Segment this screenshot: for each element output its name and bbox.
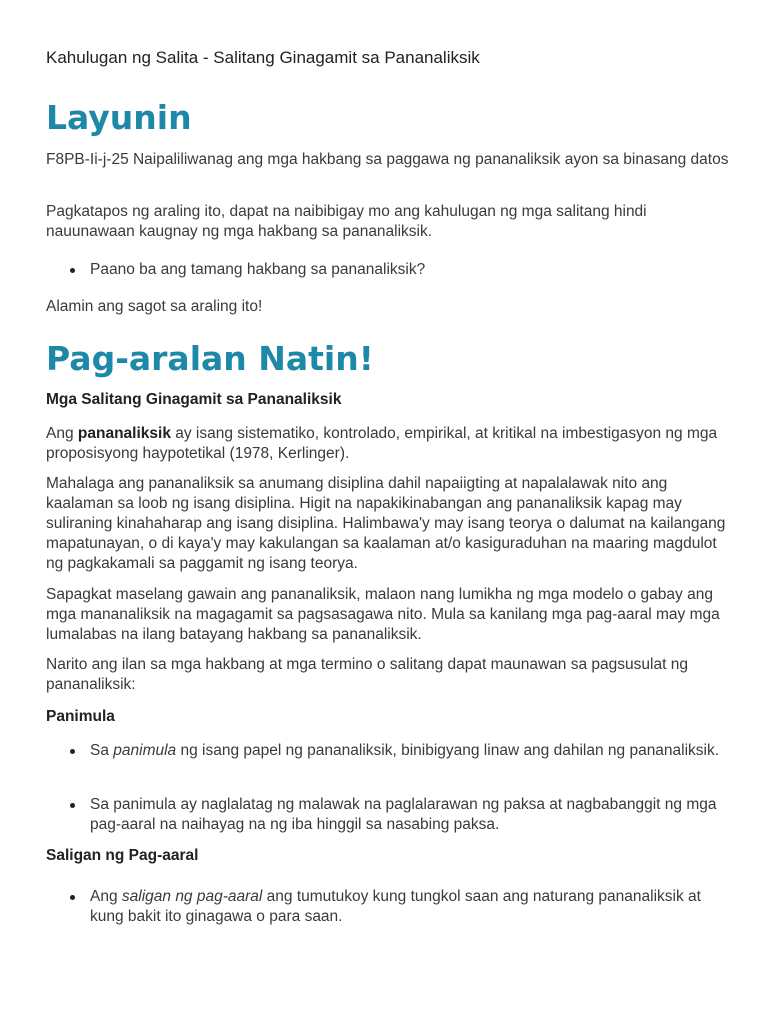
saligan-bullet-1-prefix: Ang	[90, 888, 122, 905]
subheading-panimula: Panimula	[46, 708, 115, 725]
intro-paragraph: Pagkatapos ng araling ito, dapat na naibibigay mo ang kahulugan ng mga salitang hindi nauunawaan kaugnay ng mga hakbang sa pananaliksik.	[46, 203, 647, 240]
heading-pag-aralan-natin: Pag-aralan Natin!	[46, 339, 374, 378]
models-paragraph: Sapagkat maselang gawain ang pananaliksik, malaon nang lumikha ng mga modelo o gabay ang mga mananaliksik na magagamit sa pagsasagawa nito. Mula sa kanilang mga pag-aaral may mga lumalabas na ilang batayang hakbang sa pananaliksik.	[46, 586, 720, 643]
panimula-bullet-1-term: panimula	[113, 742, 177, 759]
saligan-bullet-1-term: saligan ng pag-aaral	[121, 888, 263, 905]
panimula-bullet-1-prefix: Sa	[90, 742, 114, 759]
definition-term: pananaliksik	[77, 425, 171, 442]
panimula-bullet-2: Sa panimula ay naglalatag ng malawak na paglalarawan ng paksa at nagbabanggit ng mga pag-aaral na naihayag na ng iba hinggil sa nasabing paksa.	[90, 795, 738, 835]
heading-layunin: Layunin	[46, 98, 192, 137]
steps-intro-paragraph: Narito ang ilan sa mga hakbang at mga termino o salitang dapat maunawan sa pagsusulat ng pananaliksik:	[46, 656, 688, 693]
closing-paragraph: Alamin ang sagot sa araling ito!	[46, 298, 263, 315]
saligan-bullet-1-rest: ang tumutukoy kung tungkol saan ang naturang pananaliksik at kung bakit ito ginagawa o para saan.	[90, 888, 701, 925]
panimula-bullet-1-rest: ng isang papel ng pananaliksik, binibigyang linaw ang dahilan ng pananaliksik.	[176, 742, 720, 759]
subheading-saligan: Saligan ng Pag-aaral	[46, 847, 199, 864]
objective-paragraph: F8PB-Ii-j-25 Naipaliliwanag ang mga hakbang sa paggawa ng pananaliksik ayon sa binasang datos	[46, 151, 729, 168]
definition-rest: ay isang sistematiko, kontrolado, empirikal, at kritikal na imbestigasyon ng mga proposisyong haypotetikal (1978, Kerlinger).	[46, 425, 718, 462]
panimula-bullet-1	[90, 741, 738, 761]
importance-paragraph: Mahalaga ang pananaliksik sa anumang disiplina dahil napaiigting at napalalawak nito ang kaalaman sa loob ng isang disiplina. Higit na napakikinabangan ang pananaliksik kapag may suliraning kinahaharap ang isang disiplina. Halimbawa'y may isang teorya o dalumat na kailangang mapatunayan, o di kaya'y may kakulangan sa kaalaman at/o kasiguraduhan na maaring magdulot ng pagkakamali sa paggamit ng isang teorya.	[46, 475, 726, 572]
definition-paragraph	[46, 424, 736, 464]
definition-prefix: Ang	[46, 425, 78, 442]
subheading-salitang-ginagamit: Mga Salitang Ginagamit sa Pananaliksik	[46, 391, 342, 408]
saligan-bullet-1	[90, 887, 738, 927]
question-bullet: Paano ba ang tamang hakbang sa pananaliksik?	[90, 260, 738, 280]
document-title: Kahulugan ng Salita - Salitang Ginagamit sa Pananaliksik	[46, 48, 480, 67]
